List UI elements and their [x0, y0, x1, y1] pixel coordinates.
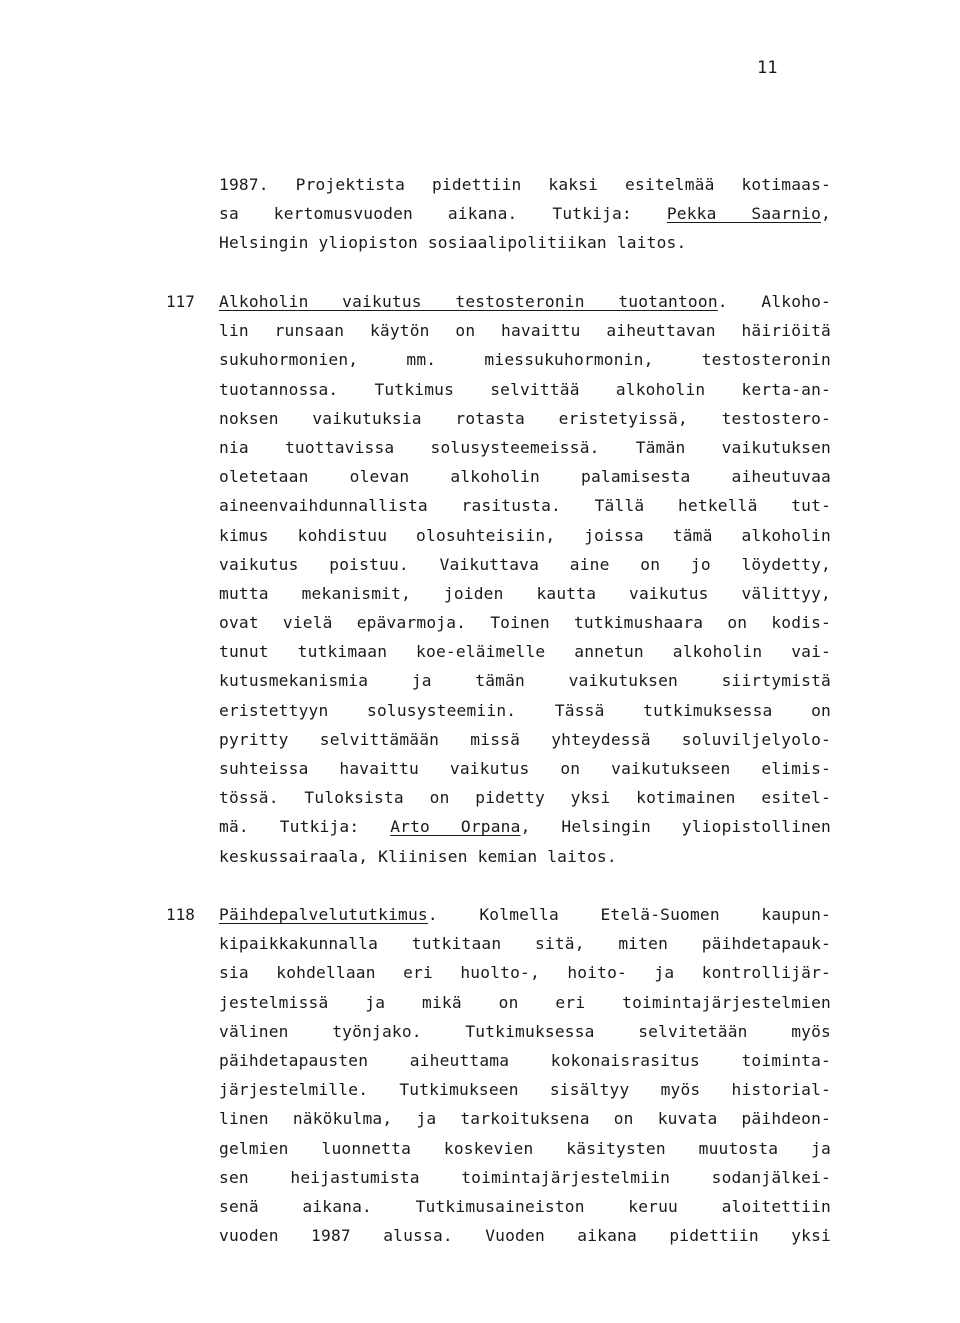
text-line: lin runsaan käytön on havaittu aiheuttavan häiriöitä: [219, 321, 831, 341]
text-line: suhteissa havaittu vaikutus on vaikutukseen elimis-: [219, 759, 831, 778]
underlined-name: Arto Orpana: [390, 817, 521, 837]
text-line: päihdetapausten aiheuttama kokonaisrasitus toiminta-: [219, 1050, 831, 1070]
entry-117-text: [219, 287, 831, 871]
text-line: sukuhormonien, mm. miessukuhormonin, testosteronin: [219, 350, 831, 370]
text-line: Alkoholin vaikutus testosteronin tuotantoon. Alkoho-: [219, 292, 831, 311]
underlined-name: Alkoholin vaikutus testosteronin tuotantoon: [219, 292, 718, 311]
text-line: keskussairaala, Kliinisen kemian laitos.: [219, 846, 617, 866]
text-line: kutusmekanismia ja tämän vaikutuksen siirtymistä: [219, 671, 831, 691]
text-line: mutta mekanismit, joiden kautta vaikutus välittyy,: [219, 583, 831, 603]
text-line: oletetaan olevan alkoholin palamisesta aiheutuvaa: [219, 467, 831, 487]
entry-number: 118: [166, 905, 195, 924]
text-line: mä. Tutkija: Arto Orpana, Helsingin yliopistollinen: [219, 817, 831, 837]
text-line: ovat vielä epävarmoja. Toinen tutkimushaara on kodis-: [219, 613, 831, 633]
text-line: tössä. Tuloksista on pidetty yksi kotimainen esitel-: [219, 788, 831, 808]
text-line: eristettyyn solusysteemiin. Tässä tutkimuksessa on: [219, 700, 831, 720]
text-line: 1987. Projektista pidettiin kaksi esitelmää kotimaas-: [219, 175, 831, 194]
text-line: Helsingin yliopiston sosiaalipolitiikan laitos.: [219, 233, 687, 253]
text-line: sa kertomusvuoden aikana. Tutkija: Pekka Saarnio,: [219, 204, 831, 224]
text-line: järjestelmille. Tutkimukseen sisältyy myös historial-: [219, 1080, 831, 1100]
text-line: tunut tutkimaan koe-eläimelle annetun alkoholin vai-: [219, 642, 831, 662]
text-line: Päihdepalvelututkimus. Kolmella Etelä-Suomen kaupun-: [219, 905, 831, 924]
text-line: nia tuottavissa solusysteemeissä. Tämän vaikutuksen: [219, 437, 831, 457]
intro-lines: [219, 170, 831, 258]
page-number: 11: [757, 58, 778, 78]
text-line: linen näkökulma, ja tarkoituksena on kuvata päihdeon-: [219, 1109, 831, 1129]
underlined-name: Pekka Saarnio: [666, 204, 822, 224]
text-line: vuoden 1987 alussa. Vuoden aikana pidettiin yksi: [219, 1226, 831, 1246]
text-line: sen heijastumista toimintajärjestelmiin sodanjälkei-: [219, 1167, 831, 1187]
text-line: sia kohdellaan eri huolto-, hoito- ja kontrollijär-: [219, 963, 831, 983]
text-line: tuotannossa. Tutkimus selvittää alkoholin kerta-an-: [219, 379, 831, 399]
text-line: pyritty selvittämään missä yhteydessä soluviljelyolo-: [219, 729, 831, 749]
text-line: kipaikkakunnalla tutkitaan sitä, miten päihdetapauk-: [219, 934, 831, 954]
text-line: jestelmissä ja mikä on eri toimintajärjestelmien: [219, 992, 831, 1012]
underlined-name: Päihdepalvelututkimus: [219, 905, 428, 924]
entry-number: 117: [166, 292, 195, 311]
text-line: vaikutus poistuu. Vaikuttava aine on jo löydetty,: [219, 554, 831, 574]
text-line: senä aikana. Tutkimusaineiston keruu aloitettiin: [219, 1196, 831, 1216]
text-line: kimus kohdistuu olosuhteisiin, joissa tämä alkoholin: [219, 525, 831, 545]
text-line: noksen vaikutuksia rotasta eristetyissä, testostero-: [219, 408, 831, 428]
entry-118-text: [219, 900, 831, 1250]
text-line: välinen työnjako. Tutkimuksessa selvitetään myös: [219, 1021, 831, 1041]
text-line: aineenvaihdunnallista rasitusta. Tällä hetkellä tut-: [219, 496, 831, 516]
text-line: gelmien luonnetta koskevien käsitysten muutosta ja: [219, 1138, 831, 1158]
